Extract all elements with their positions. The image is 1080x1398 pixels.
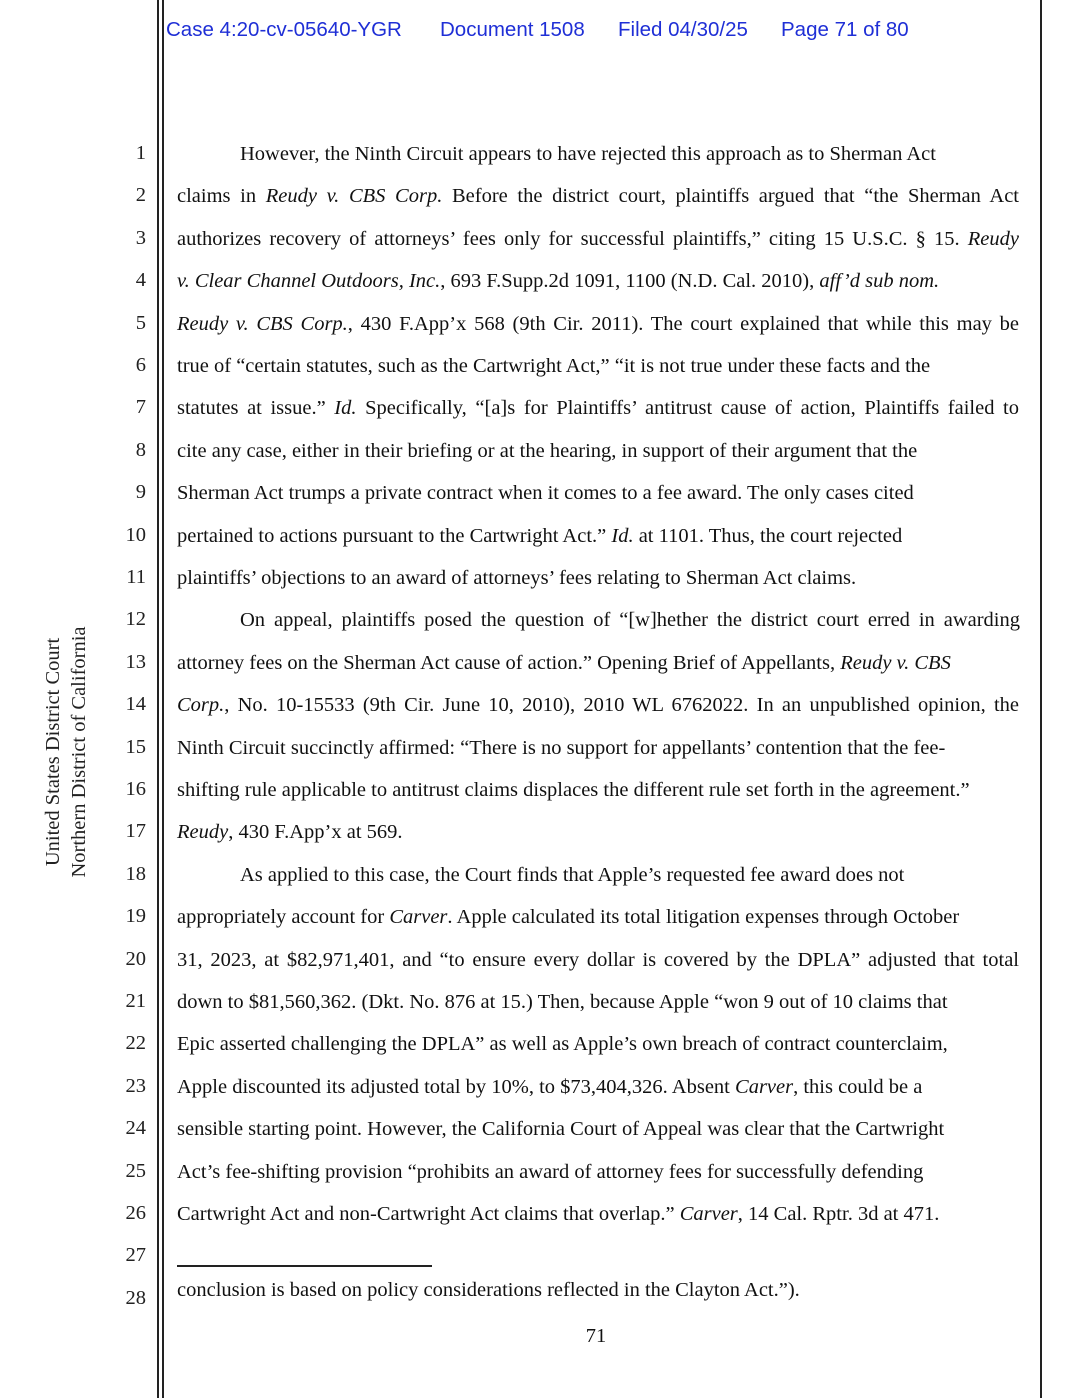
text-line: [177, 439, 1019, 463]
text-line: [177, 736, 1019, 760]
filed-date-link[interactable]: Filed 04/30/25: [618, 18, 748, 41]
text-segment: As applied to this case, the Court finds that Apple’s requested fee award does not: [240, 863, 905, 886]
text-line: [177, 312, 1019, 336]
text-line: [177, 778, 1019, 802]
line-number: 26: [125, 1202, 146, 1224]
text-segment: Ninth Circuit succinctly affirmed: “There is no support for appellants’ contention that the fee-: [177, 736, 946, 759]
text-segment: cite any case, either in their briefing or at the hearing, in support of their argument that the: [177, 439, 918, 462]
left-margin-rule-inner: [162, 0, 164, 1398]
text-segment: plaintiffs’ objections to an award of attorneys’ fees relating to Sherman Act claims.: [177, 567, 857, 589]
text-segment: Epic asserted challenging the DPLA” as well as Apple’s own breach of contract counterclaim,: [177, 1033, 948, 1056]
text-line: [177, 354, 1019, 378]
italic-citation: Corp.: [177, 694, 225, 717]
court-district: Northern District of California: [68, 626, 90, 878]
line-number: 14: [125, 693, 146, 716]
court-side-label: [40, 592, 104, 912]
text-segment: On appeal, plaintiffs posed the question of “[w]hether the district court erred in awarding: [240, 609, 1020, 632]
text-line: [177, 820, 1019, 844]
line-number: 18: [125, 862, 146, 885]
italic-citation: Reudy: [177, 821, 229, 844]
text-line: [177, 481, 1019, 505]
line-number: 8: [135, 438, 146, 461]
text-segment: However, the Ninth Circuit appears to have rejected this approach as to Sherman Act: [240, 143, 936, 165]
text-segment: attorney fees on the Sherman Act cause of action.” Opening Brief of Appellants,: [177, 651, 841, 674]
italic-citation: Reudy v. CBS Corp.: [265, 185, 443, 208]
line-number: 27: [125, 1244, 146, 1267]
text-segment: shifting rule applicable to antitrust claims displaces the different rule set forth in the agreement.”: [177, 779, 970, 801]
italic-citation: Reudy: [967, 227, 1019, 250]
page-number: 71: [585, 1325, 607, 1347]
court-name: United States District Court: [42, 637, 64, 867]
line-number: 1: [135, 142, 146, 164]
text-segment: Before the district court, plaintiffs argued that “the Sherman Act: [442, 185, 1019, 208]
line-number: 6: [135, 354, 146, 376]
line-number: 28: [125, 1286, 146, 1309]
text-line: [177, 1160, 1019, 1184]
text-line: [177, 227, 1019, 251]
text-segment: , 430 F.App’x 568 (9th Cir. 2011). The court explained that while this may be: [347, 312, 1019, 335]
text-segment: down to $81,560,362. (Dkt. No. 876 at 15.) Then, because Apple “won 9 out of 10 claims that: [177, 991, 948, 1013]
italic-citation: Reudy v. CBS Corp.: [177, 312, 348, 335]
text-segment: statutes at issue.”: [177, 397, 335, 420]
italic-citation: Id.: [334, 397, 357, 420]
text-line: [177, 269, 1019, 293]
text-segment: , this could be a: [793, 1075, 923, 1098]
text-line: [177, 905, 1019, 929]
line-number: 23: [125, 1074, 146, 1097]
line-number: 16: [125, 778, 146, 800]
footnote-divider: [177, 1265, 432, 1267]
line-number: 20: [125, 947, 146, 970]
line-number: 13: [125, 650, 146, 673]
footnote-text: conclusion is based on policy considerations reflected in the Clayton Act.”).: [177, 1279, 800, 1301]
line-number: 9: [135, 481, 146, 504]
text-line: [240, 863, 1020, 887]
text-segment: 31, 2023, at $82,971,401, and “to ensure every dollar is covered by the DPLA” adjusted that total: [177, 948, 1019, 971]
page-count-link[interactable]: Page 71 of 80: [781, 18, 909, 41]
case-number-link[interactable]: Case 4:20-cv-05640-YGR: [166, 18, 402, 41]
text-segment: , No. 10-15533 (9th Cir. June 10, 2010), 2010 WL 6762022. In an unpublished opinion, the: [224, 694, 1019, 717]
line-number: 3: [135, 226, 146, 249]
text-segment: Sherman Act trumps a private contract when it comes to a fee award. The only cases cited: [177, 482, 914, 505]
right-margin-rule: [1040, 0, 1042, 1398]
text-line: [177, 1032, 1019, 1056]
line-number: 21: [125, 990, 146, 1012]
text-segment: sensible starting point. However, the California Court of Appeal was clear that the Cartwright: [177, 1118, 945, 1141]
text-segment: pertained to actions pursuant to the Cartwright Act.”: [177, 524, 612, 547]
line-number: 10: [125, 523, 146, 546]
text-segment: authorizes recovery of attorneys’ fees only for successful plaintiffs,” citing 15 U.S.C. § 15.: [177, 227, 968, 250]
line-number: 12: [125, 608, 146, 631]
line-number: 17: [125, 820, 146, 843]
italic-citation: Carver: [735, 1075, 794, 1098]
italic-citation: v. Clear Channel Outdoors, Inc.: [177, 270, 441, 293]
text-line: [177, 693, 1019, 717]
text-line: [177, 396, 1019, 420]
document-number-link[interactable]: Document 1508: [440, 18, 585, 41]
line-number: 22: [125, 1032, 146, 1055]
italic-citation: Id.: [611, 524, 634, 547]
italic-citation: aff’d sub nom.: [819, 270, 940, 293]
text-segment: true of “certain statutes, such as the Cartwright Act,” “it is not true under these facts and the: [177, 355, 931, 377]
line-number: 4: [135, 269, 146, 292]
text-line: [240, 142, 1020, 166]
text-segment: , 430 F.App’x at 569.: [228, 821, 403, 844]
line-number: 2: [135, 184, 146, 207]
line-number: 24: [125, 1117, 146, 1140]
text-line: [177, 948, 1019, 972]
text-segment: , 14 Cal. Rptr. 3d at 471.: [737, 1203, 940, 1225]
line-number: 11: [126, 566, 146, 588]
text-segment: at 1101. Thus, the court rejected: [633, 524, 903, 547]
text-segment: Apple discounted its adjusted total by 10%, to $73,404,326. Absent: [177, 1075, 736, 1098]
text-segment: Cartwright Act and non-Cartwright Act claims that overlap.”: [177, 1203, 680, 1225]
italic-citation: Carver: [679, 1203, 738, 1225]
text-line: [177, 566, 1019, 590]
line-number: 5: [135, 311, 146, 334]
line-number: 7: [135, 396, 146, 419]
text-line: [177, 184, 1019, 208]
text-segment: , 693 F.Supp.2d 1091, 1100 (N.D. Cal. 2010),: [440, 270, 820, 293]
text-line: [240, 608, 1020, 632]
text-segment: Specifically, “[a]s for Plaintiffs’ antitrust cause of action, Plaintiffs failed to: [356, 397, 1019, 420]
text-segment: Act’s fee-shifting provision “prohibits an award of attorney fees for successfully defending: [177, 1160, 924, 1183]
italic-citation: Reudy v. CBS: [840, 651, 951, 674]
line-number: 15: [125, 735, 146, 758]
text-line: [177, 1117, 1019, 1141]
text-line: [177, 1202, 1019, 1226]
left-margin-rule: [157, 0, 159, 1398]
text-segment: appropriately account for: [177, 906, 390, 929]
text-segment: claims in: [177, 185, 266, 208]
line-number: 19: [125, 905, 146, 928]
text-line: [177, 1075, 1019, 1099]
text-segment: . Apple calculated its total litigation expenses through October: [447, 906, 960, 929]
text-line: [177, 524, 1019, 548]
text-line: [177, 990, 1019, 1014]
line-number: 25: [125, 1159, 146, 1182]
text-line: [177, 651, 1019, 675]
italic-citation: Carver: [389, 906, 448, 929]
